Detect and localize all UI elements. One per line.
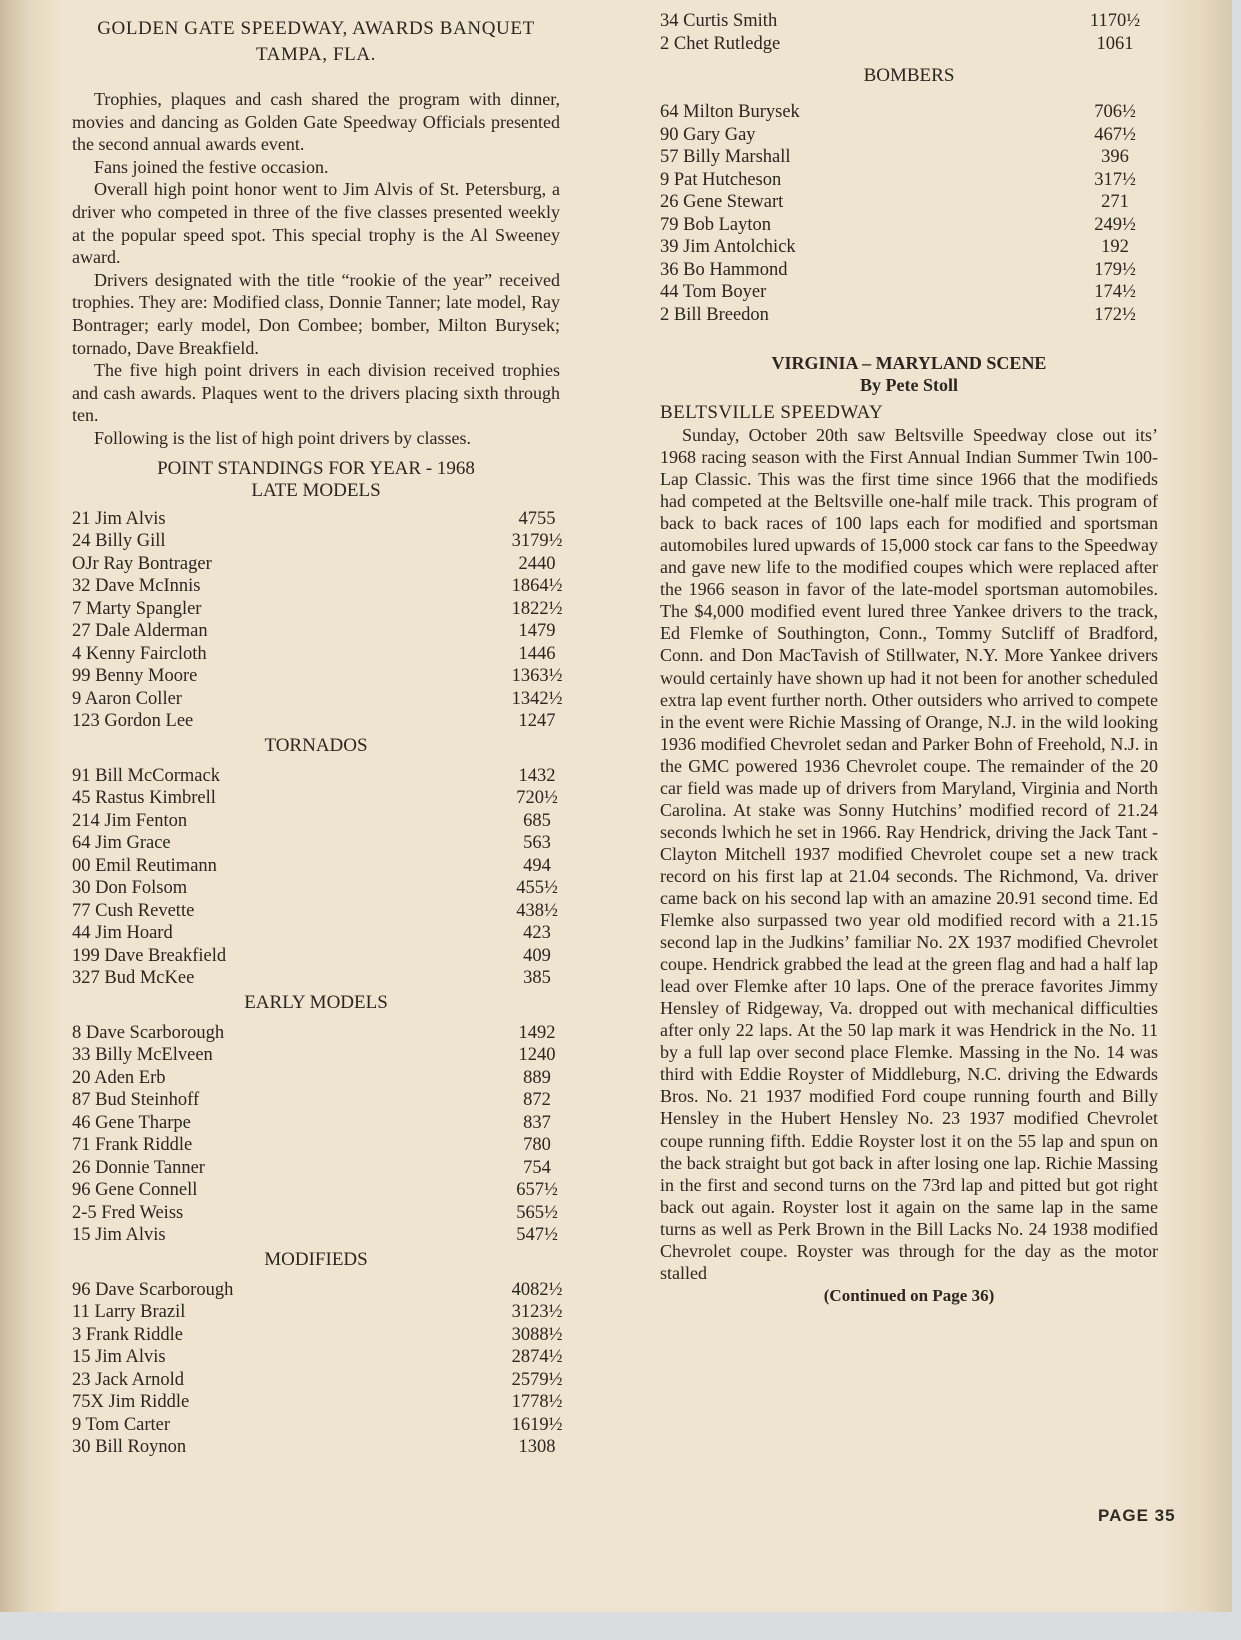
standings-row [72, 1436, 560, 1459]
standings-row [72, 575, 563, 598]
driver-points: 780 [523, 1135, 551, 1155]
driver-points: 1342½ [511, 688, 563, 709]
driver-name: 34 Curtis Smith [660, 11, 778, 31]
standings-row [660, 10, 1158, 33]
driver-name: 57 Billy Marshall [660, 147, 791, 167]
standings-row [72, 1369, 563, 1392]
standings-row [72, 620, 560, 643]
bombers-table [660, 101, 1158, 326]
standings-row [72, 688, 563, 711]
standings-row [72, 1202, 560, 1225]
standings-row [660, 191, 1158, 214]
bleed-through-text [1185, 40, 1225, 1540]
driver-name: 20 Aden Erb [72, 1067, 166, 1088]
standings-row [660, 169, 1158, 192]
standings-row [72, 877, 560, 900]
driver-points: 3088½ [511, 1324, 563, 1345]
driver-name: 2-5 Fred Weiss [72, 1202, 184, 1223]
standings-row [72, 1179, 560, 1202]
standings-row [72, 1089, 560, 1112]
driver-points: 438½ [516, 900, 558, 921]
driver-name: 45 Rastus Kimbrell [72, 788, 216, 808]
driver-name: 30 Bill Roynon [72, 1437, 187, 1457]
driver-points: 1432 [518, 765, 556, 786]
driver-name: 4 Kenny Faircloth [72, 643, 207, 664]
standings-row [72, 1157, 560, 1180]
driver-name: 327 Bud McKee [72, 968, 195, 988]
driver-points: 2874½ [511, 1347, 563, 1367]
standings-row [72, 967, 560, 990]
standings-title: POINT STANDINGS FOR YEAR - 1968 [157, 457, 475, 479]
standings-row [72, 1067, 560, 1090]
driver-name: 7 Marty Spangler [72, 598, 202, 619]
driver-name: 3 Frank Riddle [72, 1324, 183, 1345]
standings-row [72, 855, 560, 878]
driver-name: 30 Don Folsom [72, 878, 188, 898]
driver-points: 754 [523, 1157, 551, 1178]
driver-name: 11 Larry Brazil [72, 1302, 186, 1322]
standings-row [72, 1391, 563, 1414]
driver-name: 46 Gene Tharpe [72, 1112, 191, 1133]
driver-name: 24 Billy Gill [72, 531, 166, 551]
article-header-line-1: GOLDEN GATE SPEEDWAY, AWARDS BANQUET [97, 18, 535, 39]
standings-row [72, 598, 563, 621]
article-title: VIRGINIA – MARYLAND SCENE [771, 353, 1047, 373]
driver-points: 706½ [1094, 102, 1136, 122]
standings-row [660, 101, 1158, 124]
driver-points: 271 [1101, 192, 1129, 212]
driver-name: 77 Cush Revette [72, 900, 195, 921]
driver-points: 1308 [518, 1437, 556, 1457]
driver-name: 39 Jim Antolchick [660, 237, 796, 257]
standings-row [72, 1044, 560, 1067]
paragraph-5: The five high point drivers in each division received trophies and cash awards. Plaques went to the drivers placing sixth through ten. [72, 360, 560, 426]
venue-heading: BELTSVILLE SPEEDWAY [660, 402, 884, 423]
driver-name: 91 Bill McCormack [72, 765, 220, 786]
section-title: MODIFIEDS [264, 1248, 368, 1270]
driver-points: 565½ [516, 1202, 558, 1223]
driver-name: 96 Dave Scarborough [72, 1279, 234, 1300]
driver-points: 467½ [1094, 124, 1136, 145]
driver-name: 87 Bud Steinhoff [72, 1090, 200, 1110]
driver-name: 99 Benny Moore [72, 666, 198, 686]
driver-name: 96 Gene Connell [72, 1180, 198, 1200]
driver-points: 3123½ [511, 1302, 563, 1322]
modifieds-continued [660, 10, 1158, 55]
driver-points: 1864½ [511, 576, 563, 596]
standings-row [660, 259, 1158, 282]
standings-tables [72, 479, 563, 1461]
driver-name: 00 Emil Reutimann [72, 855, 217, 876]
article-byline: By Pete Stoll [860, 375, 958, 395]
driver-name: 9 Aaron Coller [72, 688, 182, 709]
driver-name: 15 Jim Alvis [72, 1347, 166, 1367]
standings-row [72, 900, 560, 923]
driver-points: 4755 [518, 508, 556, 529]
driver-name: 44 Jim Hoard [72, 923, 173, 943]
standings-row [72, 1414, 563, 1437]
driver-name: 9 Tom Carter [72, 1414, 171, 1435]
driver-name: 26 Donnie Tanner [72, 1157, 205, 1178]
driver-points: 317½ [1094, 169, 1136, 190]
standings-row [72, 787, 560, 810]
driver-points: 1446 [518, 643, 556, 664]
paragraph-6: Following is the list of high point drivers by classes. [94, 427, 471, 448]
driver-points: 1061 [1096, 33, 1134, 54]
driver-points: 657½ [516, 1180, 558, 1200]
driver-name: 23 Jack Arnold [72, 1369, 185, 1390]
driver-points: 1778½ [511, 1392, 563, 1412]
standings-row [72, 945, 560, 968]
driver-name: 214 Jim Fenton [72, 810, 188, 831]
continued-note: (Continued on Page 36) [823, 1285, 995, 1305]
paragraph-4: Drivers designated with the title “rookie of the year” received trophies. They are: Modified class, Donnie Tanner; late model, Ray Bontrager; early model, Don Combee; bomber, Milton Burysek; tornado, Dave Breakfield. [72, 269, 560, 358]
driver-points: 837 [523, 1112, 551, 1133]
driver-name: 75X Jim Riddle [72, 1392, 190, 1412]
bombers-title: BOMBERS [863, 65, 955, 86]
driver-points: 720½ [516, 788, 558, 808]
section-title: EARLY MODELS [244, 991, 388, 1013]
driver-name: 90 Gary Gay [660, 124, 756, 145]
driver-points: 547½ [516, 1225, 558, 1245]
page-number: PAGE 35 [1098, 1506, 1176, 1525]
driver-points: 4082½ [511, 1279, 563, 1300]
standings-row [72, 1301, 563, 1324]
driver-points: 2440 [518, 553, 556, 574]
driver-points: 872 [523, 1090, 551, 1110]
standings-row [72, 530, 563, 553]
standings-row [72, 643, 560, 666]
standings-row [72, 922, 560, 945]
standings-row [72, 1022, 560, 1045]
driver-name: 33 Billy McElveen [72, 1045, 213, 1065]
driver-name: 27 Dale Alderman [72, 621, 208, 641]
driver-points: 494 [523, 855, 551, 876]
driver-points: 685 [523, 810, 551, 831]
standings-row [72, 1134, 560, 1157]
section-title: TORNADOS [264, 734, 368, 756]
standings-row [72, 1112, 560, 1135]
driver-points: 1240 [518, 1045, 556, 1065]
driver-name: 123 Gordon Lee [72, 711, 194, 731]
driver-points: 179½ [1094, 259, 1136, 280]
standings-row [72, 1346, 563, 1369]
standings-row [660, 214, 1158, 237]
standings-row [72, 1279, 563, 1302]
driver-points: 1492 [518, 1022, 556, 1043]
section-title: LATE MODELS [251, 479, 381, 501]
driver-points: 249½ [1094, 214, 1136, 235]
standings-row [72, 832, 560, 855]
driver-name: 71 Frank Riddle [72, 1135, 193, 1155]
article-body: Sunday, October 20th saw Beltsville Speedway close out its’ 1968 racing season with the First Annual Indian Summer Twin 100-Lap Classic. This was the first time since 1966 that the modifieds had competed at the Beltsville one-half mile track. This program of back to back races of 100 laps each for modified and sportsman automobiles lured upwards of 15,000 stock car fans to the Speedway and gave new life to the modified coupes which were replaced after the 1966 season in favor of the late-model sportsman automobiles. The $4,000 modified event lured three Yankee drivers to the track, Ed Flemke of Southington, Conn., Tommy Sutcliff of Bradford, Conn. and Don MacTavish of Stillwater, N.Y. More Yankee drivers would certainly have shown up had it not been for another scheduled extra lap event further north. Other outsiders who arrived to compete in the event were Richie Massing of Orange, N.J. in the wild looking 1936 modified Chevrolet sedan and Parker Bohn of Freehold, N.J. in the GMC powered 1936 Chevrolet coupe. The remainder of the 20 car field was made up of drivers from Maryland, Virginia and North Carolina. At stake was Sonny Hutchins’ modified record of 21.24 seconds lwhich he set in 1966. Ray Hendrick, driving the Jack Tant - Clayton Mitchell 1937 modified Chevrolet coupe set a new track record on his first lap at 21.04 seconds. The Richmond, Va. driver came back on his second lap with an amazine 20.91 second time. Ed Flemke also surpassed two year old modified record with a 21.15 second lap in the Judkins’ familiar No. 2X 1937 modified Chevrolet coupe. Hendrick grabbed the lead at the green flag and had a half lap lead over Flemke after 10 laps. One of the prerace favorites Jimmy Hensley of Ridgeway, Va. dropped out with mechanical difficulties after only 22 laps. At the 50 lap mark it was Hendrick in the No. 11 by a full lap over second place Flemke. Massing in the No. 14 was third with Eddie Royster of Middleburg, N.C. driving the Edwards Bros. No. 21 1937 modified Ford coupe running fourth and Billy Hensley in the Hubert Hensley No. 23 1937 modified Chevrolet coupe running fifth. Eddie Royster lost it on the 55 lap and spun on the back straight but got back in after losing one lap. Richie Massing in the first and second turns on the 73rd lap and pitted but got right back out again. Royster lost it again on the same lap in the same turns as well as Perk Brown in the Bill Lacks No. 24 1938 modified Chevrolet coupe. Royster was through for the day as the motor stalled [660, 425, 1158, 1283]
standings-row [660, 124, 1158, 147]
standings-row [660, 33, 1158, 56]
standings-row [72, 1324, 563, 1347]
driver-name: 26 Gene Stewart [660, 192, 784, 212]
driver-name: OJr Ray Bontrager [72, 553, 212, 574]
driver-points: 1363½ [511, 666, 563, 686]
driver-name: 8 Dave Scarborough [72, 1022, 225, 1043]
left-column [72, 16, 563, 1461]
driver-name: 2 Chet Rutledge [660, 33, 781, 54]
driver-points: 3179½ [511, 531, 563, 551]
driver-points: 1822½ [511, 598, 563, 619]
standings-row [660, 304, 1158, 327]
driver-name: 32 Dave McInnis [72, 576, 201, 596]
driver-name: 64 Milton Burysek [660, 102, 800, 122]
standings-row [660, 146, 1158, 169]
driver-points: 1247 [518, 711, 556, 731]
driver-points: 385 [523, 968, 551, 988]
standings-row [72, 810, 560, 833]
article-header-line-2: TAMPA, FLA. [256, 44, 376, 65]
paragraph-3: Overall high point honor went to Jim Alvis of St. Petersburg, a driver who competed in three of the five classes presented weekly at the popular speed spot. This special trophy is the Al Sweeney award. [72, 179, 560, 268]
driver-name: 79 Bob Layton [660, 214, 771, 235]
driver-name: 15 Jim Alvis [72, 1225, 166, 1245]
driver-points: 1479 [518, 621, 556, 641]
driver-points: 455½ [516, 878, 558, 898]
driver-name: 9 Pat Hutcheson [660, 169, 782, 190]
driver-name: 199 Dave Breakfield [72, 945, 227, 966]
driver-points: 409 [523, 945, 551, 966]
standings-row [72, 1224, 560, 1247]
driver-name: 64 Jim Grace [72, 833, 171, 853]
standings-row [72, 710, 560, 733]
driver-points: 192 [1101, 237, 1129, 257]
driver-points: 172½ [1094, 304, 1136, 325]
driver-points: 1619½ [511, 1414, 563, 1435]
standings-row [72, 508, 560, 531]
standings-row [72, 765, 560, 788]
standings-row [660, 236, 1158, 259]
driver-name: 21 Jim Alvis [72, 508, 166, 529]
right-column [660, 10, 1158, 1306]
paragraph-2: Fans joined the festive occasion. [94, 156, 329, 177]
driver-points: 563 [523, 833, 551, 853]
standings-row [72, 665, 563, 688]
driver-name: 44 Tom Boyer [660, 282, 767, 302]
driver-name: 36 Bo Hammond [660, 259, 788, 280]
paragraph-1: Trophies, plaques and cash shared the program with dinner, movies and dancing as Golden Gate Speedway Officials presented the second annual awards event. [72, 89, 560, 155]
standings-row [72, 553, 560, 576]
driver-points: 2579½ [511, 1369, 563, 1390]
driver-points: 889 [523, 1067, 551, 1088]
driver-points: 1170½ [1089, 11, 1141, 31]
driver-points: 396 [1101, 147, 1129, 167]
driver-points: 174½ [1094, 282, 1136, 302]
driver-name: 2 Bill Breedon [660, 304, 769, 325]
standings-row [660, 281, 1158, 304]
driver-points: 423 [523, 923, 551, 943]
